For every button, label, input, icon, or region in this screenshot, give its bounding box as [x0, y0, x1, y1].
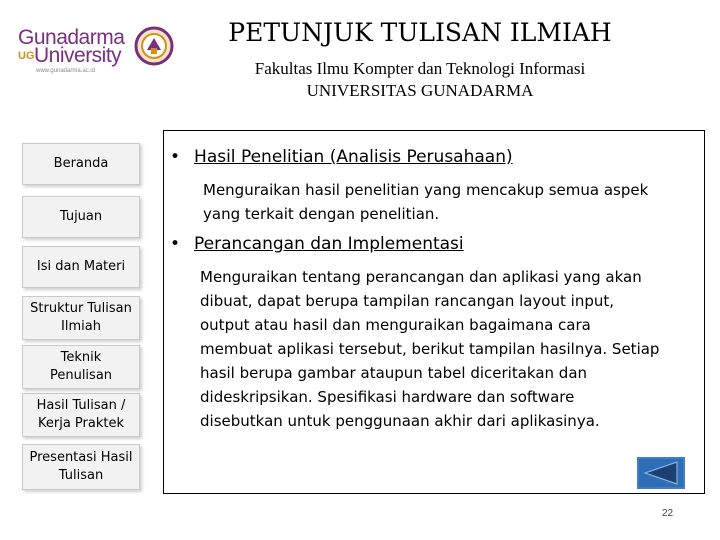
nav-label-line: Presentasi Hasil	[29, 450, 133, 465]
page-title: PETUNJUK TULISAN ILMIAH	[228, 18, 612, 47]
body-line: dideskripsikan. Spesifikasi hardware dan software	[200, 388, 575, 406]
nav-label-line: Tulisan	[58, 468, 104, 483]
nav-button-teknik-penulisan[interactable]	[22, 345, 140, 389]
nav-label: Isi dan Materi	[36, 259, 126, 274]
section-body-perancangan	[200, 265, 659, 433]
nav-label	[50, 349, 112, 385]
nav-label	[37, 397, 126, 433]
nav-label-line: Penulisan	[49, 368, 113, 383]
nav-button-beranda[interactable]	[22, 143, 140, 185]
bullet-icon: •	[170, 234, 181, 254]
logo-ug-mark: UG	[18, 50, 35, 62]
nav-label	[30, 300, 132, 336]
section-title-text: Hasil Penelitian (Analisis Perusahaan)	[194, 147, 513, 167]
nav-label-line: Hasil Tulisan /	[36, 398, 126, 413]
nav-label-line: Struktur Tulisan	[30, 301, 132, 316]
body-line: Menguraikan hasil penelitian yang mencakup semua aspek	[203, 181, 649, 199]
gunadarma-logo	[14, 22, 174, 80]
body-line: yang terkait dengan penelitian.	[203, 205, 440, 223]
body-line: disebutkan untuk penggunaan akhir dari aplikasinya.	[200, 412, 600, 430]
body-line: output atau hasil dan menguraikan bagaimana cara	[200, 316, 591, 334]
section-title-text: Perancangan dan Implementasi	[194, 234, 464, 254]
page-number: 22	[662, 508, 674, 519]
body-line: hasil berupa gambar ataupun tabel diceritakan dan	[200, 364, 588, 382]
body-line: membuat aplikasi tersebut, berikut tampilan hasilnya. Setiap	[200, 340, 660, 358]
section-title-perancangan	[170, 234, 464, 254]
triangle-left-icon	[639, 459, 683, 487]
bullet-icon: •	[170, 147, 181, 167]
subtitle-university: UNIVERSITAS GUNADARMA	[306, 81, 534, 100]
back-button[interactable]	[637, 457, 685, 489]
nav-button-tujuan[interactable]	[22, 196, 140, 238]
nav-label	[30, 449, 133, 485]
nav-label: Beranda	[53, 156, 109, 171]
nav-button-hasil-tulisan[interactable]	[22, 393, 140, 437]
nav-label-line: Teknik	[60, 350, 102, 365]
nav-button-isi-dan-materi[interactable]	[22, 246, 140, 288]
section-body-hasil-penelitian	[203, 178, 648, 226]
subtitle-faculty: Fakultas Ilmu Kompter dan Teknologi Informasi	[254, 59, 586, 78]
section-title-hasil-penelitian	[170, 147, 513, 167]
logo-url: www.gunadarma.ac.id	[36, 68, 96, 74]
body-line: dibuat, dapat berupa tampilan rancangan layout input,	[200, 292, 615, 310]
university-seal-icon	[134, 26, 174, 66]
logo-wordmark-university: University	[34, 44, 122, 67]
nav-button-struktur-tulisan[interactable]	[22, 296, 140, 340]
nav-label-line: Kerja Praktek	[37, 416, 124, 431]
logo-wordmark-gunadarma: Gunadarma	[18, 26, 125, 49]
nav-label: Tujuan	[59, 209, 103, 224]
body-line: Menguraikan tentang perancangan dan aplikasi yang akan	[200, 268, 642, 286]
page-subtitle	[180, 58, 660, 102]
nav-label-line: Ilmiah	[61, 319, 101, 334]
nav-button-presentasi-hasil[interactable]	[22, 444, 140, 490]
